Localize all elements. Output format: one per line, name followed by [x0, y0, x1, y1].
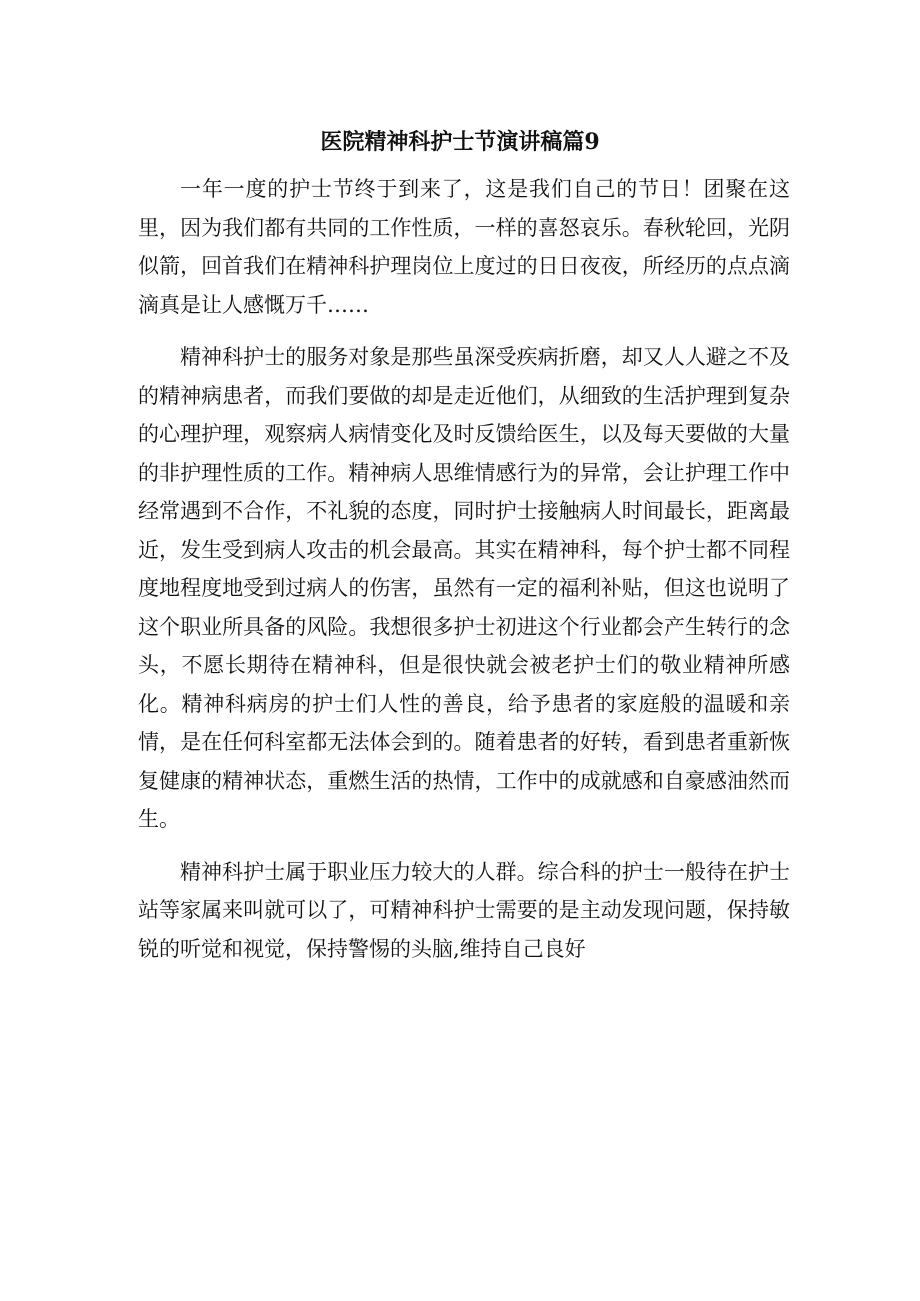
document-title: 医院精神科护士节演讲稿篇9	[320, 129, 600, 155]
paragraph-1: 一年一度的护士节终于到来了，这是我们自己的节日！团聚在这里，因为我们都有共同的工作性质，一样的喜怒哀乐。春秋轮回，光阴似箭，回首我们在精神科护理岗位上度过的日日夜夜，所经历的点点滴滴真是让人感慨万千……	[138, 177, 790, 317]
paragraph-2: 精神科护士的服务对象是那些虽深受疾病折磨，却又人人避之不及的精神病患者，而我们要做的却是走近他们，从细致的生活护理到复杂的心理护理，观察病人病情变化及时反馈给医生，以及每天要做的大量的非护理性质的工作。精神病人思维情感行为的异常，会让护理工作中经常遇到不合作，不礼貌的态度，同时护士接触病人时间最长，距离最近，发生受到病人攻击的机会最高。其实在精神科，每个护士都不同程度地程度地受到过病人的伤害，虽然有一定的福利补贴，但这也说明了这个职业所具备的风险。我想很多护士初进这个行业都会产生转行的念头，不愿长期待在精神科，但是很快就会被老护士们的敬业精神所感化。精神科病房的护士们人性的善良，给予患者的家庭般的温暖和亲情，是在任何科室都无法体会到的。随着患者的好转，看到患者重新恢复健康的精神状态，重燃生活的热情，工作中的成就感和自豪感油然而生。	[138, 345, 790, 831]
document-body	[138, 170, 790, 982]
paragraph-3: 精神科护士属于职业压力较大的人群。综合科的护士一般待在护士站等家属来叫就可以了，可精神科护士需要的是主动发现问题，保持敏锐的听觉和视觉，保持警惕的头脑,维持自己良好	[138, 859, 790, 961]
